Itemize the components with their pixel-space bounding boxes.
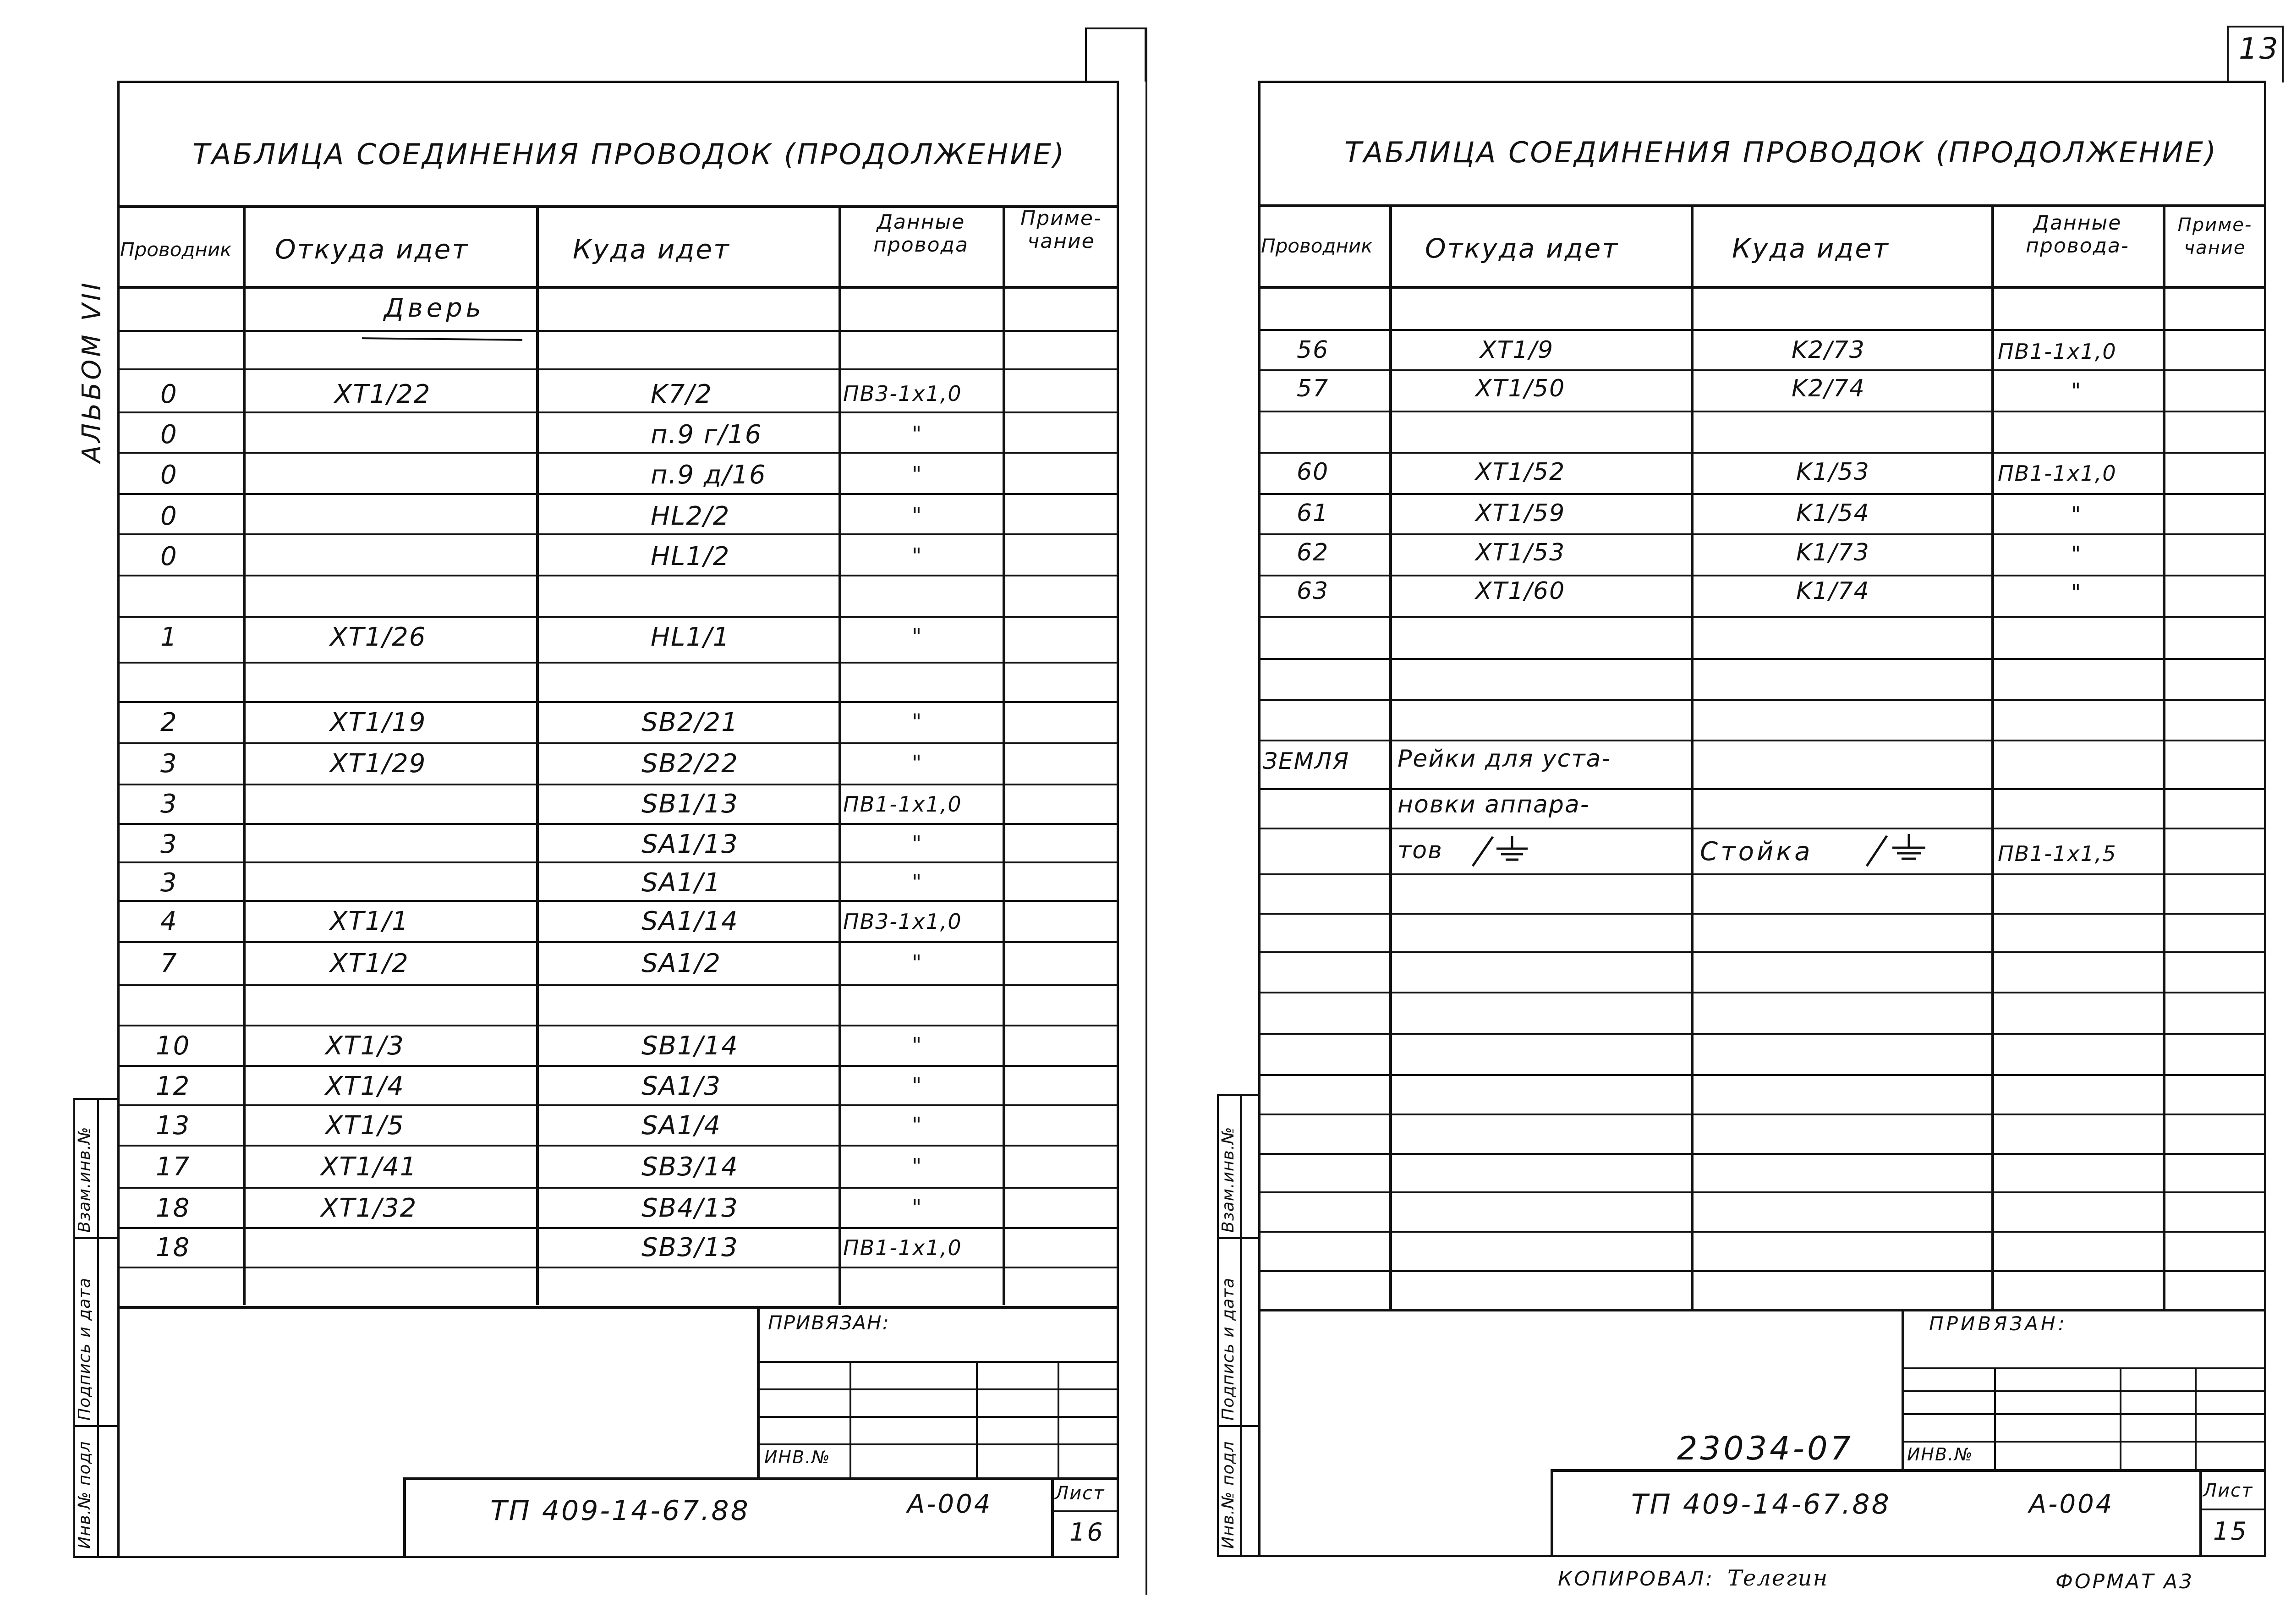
right-cell-from: XT1/53 — [1475, 539, 1566, 566]
right-table-bottom — [1258, 1309, 2266, 1311]
right-ground-to: Стойка — [1700, 837, 1813, 867]
left-cell-data: " — [912, 751, 923, 775]
right-row-line — [1258, 828, 2266, 829]
left-cell-wire: 0 — [160, 542, 178, 571]
left-col-line-4 — [1003, 205, 1005, 1305]
left-row-line — [117, 742, 1119, 744]
right-frame — [1258, 81, 2266, 1557]
right-header-from: Откуда идет — [1425, 233, 1619, 264]
left-cell-data: " — [912, 950, 923, 975]
album-label: АЛЬБОМ VII — [77, 280, 107, 463]
right-header-wire: Проводник — [1261, 235, 1373, 257]
right-row-line — [1258, 616, 2266, 618]
left-row-line — [117, 984, 1119, 986]
left-stamp-code: ТП 409-14-67.88 — [490, 1495, 750, 1527]
right-row-line — [1258, 1033, 2266, 1035]
right-cell-wire: 57 — [1297, 375, 1329, 402]
left-cell-to: SA1/13 — [641, 829, 739, 859]
left-cell-from: XT1/22 — [334, 379, 431, 409]
left-cell-data: ПВ3-1x1,0 — [843, 909, 962, 934]
left-row-line — [117, 330, 1119, 332]
left-stamp-main-top — [403, 1477, 1119, 1480]
left-cell-data: " — [912, 1113, 923, 1137]
right-stamp-sheet-line — [2199, 1509, 2266, 1510]
right-cell-data: ПВ1-1x1,0 — [1998, 461, 2117, 486]
left-cell-data: " — [912, 624, 923, 649]
right-stamp-bound: ПРИВЯЗАН: — [1929, 1312, 2067, 1335]
right-cell-from: XT1/9 — [1480, 336, 1554, 364]
left-cell-wire: 10 — [156, 1031, 191, 1061]
right-row-line — [1258, 1153, 2266, 1155]
left-cell-data: " — [912, 1033, 923, 1058]
left-cell-wire: 3 — [160, 829, 178, 859]
right-cell-wire: 63 — [1297, 577, 1329, 605]
right-ground-data: ПВ1-1x1,5 — [1998, 841, 2117, 866]
right-stamp-doc-no: 23034-07 — [1677, 1430, 1854, 1467]
right-cell-to: K1/74 — [1796, 577, 1870, 605]
right-row-line — [1258, 992, 2266, 993]
right-row-line — [1258, 411, 2266, 412]
ground-symbol-icon — [1471, 833, 1540, 868]
left-header-note: Приме- чание — [1020, 207, 1102, 253]
right-footer-copied-sign: Телегин — [1727, 1565, 1829, 1591]
left-stamp-vline — [757, 1306, 760, 1477]
left-cell-data: " — [912, 1195, 923, 1220]
right-margin-divider — [1217, 1425, 1258, 1427]
left-cell-from: XT1/5 — [325, 1111, 405, 1141]
left-cell-wire: 0 — [160, 460, 178, 490]
left-cell-from: XT1/29 — [330, 749, 427, 779]
right-cell-to: K2/73 — [1792, 336, 1865, 364]
right-stamp-col — [1994, 1367, 1996, 1469]
left-cell-data: " — [912, 503, 923, 528]
right-stamp-code: ТП 409-14-67.88 — [1631, 1488, 1891, 1520]
right-header-to: Куда идет — [1732, 233, 1890, 264]
right-row-line — [1258, 913, 2266, 915]
left-cell-from: XT1/3 — [325, 1031, 405, 1061]
right-row-line — [1258, 493, 2266, 495]
right-stamp-line — [1902, 1367, 2266, 1369]
left-cell-to: HL1/2 — [651, 542, 730, 571]
right-stamp-sheet-divider — [2199, 1469, 2202, 1557]
right-cell-data: " — [2071, 502, 2082, 527]
left-cell-from: XT1/2 — [330, 949, 409, 978]
right-margin-vzam: Взам.инв.№ — [1219, 1126, 1238, 1233]
left-row-line — [117, 575, 1119, 576]
left-margin-vzam: Взам.инв.№ — [75, 1126, 94, 1233]
left-row-line — [117, 1267, 1119, 1268]
left-row-line — [117, 823, 1119, 825]
left-margin-sign-date: Подпись и дата — [75, 1277, 94, 1421]
left-row-line — [117, 616, 1119, 618]
right-row-line — [1258, 1231, 2266, 1233]
left-cell-data: " — [912, 462, 923, 487]
left-stamp-main-left — [403, 1477, 406, 1558]
right-header-note: Приме- чание — [2177, 214, 2253, 258]
right-ground-wire: ЗЕМЛЯ — [1263, 748, 1350, 774]
right-row-line — [1258, 1270, 2266, 1272]
left-stamp-line — [757, 1361, 1119, 1363]
right-page — [1159, 0, 2291, 1624]
right-row-line — [1258, 452, 2266, 454]
right-margin-inv-podl: Инв.№ подл — [1219, 1441, 1238, 1549]
right-cell-from: XT1/59 — [1475, 499, 1566, 527]
right-row-line — [1258, 699, 2266, 701]
left-col-line-3 — [839, 205, 841, 1305]
right-table-title: ТАБЛИЦА СОЕДИНЕНИЯ ПРОВОДОК (ПРОДОЛЖЕНИЕ) — [1344, 136, 2218, 169]
left-corner-box — [1085, 27, 1146, 82]
left-cell-data: " — [912, 870, 923, 894]
left-cell-to: SB2/21 — [641, 708, 739, 737]
left-stamp-inv: ИНВ.№ — [764, 1447, 831, 1467]
right-page-number: 13 — [2239, 32, 2280, 66]
left-stamp-sheet-no: 16 — [1069, 1518, 1105, 1547]
left-cell-to: SB3/14 — [641, 1152, 739, 1182]
right-stamp-line — [1902, 1390, 2266, 1392]
left-cell-from: XT1/32 — [321, 1193, 417, 1223]
right-stamp-line — [1902, 1441, 2266, 1443]
right-cell-from: XT1/60 — [1475, 577, 1566, 605]
left-stamp-sheet-label: Лист — [1055, 1483, 1105, 1504]
right-cell-wire: 61 — [1297, 499, 1329, 527]
left-col-line-1 — [243, 205, 246, 1305]
left-cell-data: " — [912, 831, 923, 856]
left-row-line — [117, 368, 1119, 370]
left-stamp-sheet-code: А-004 — [907, 1489, 992, 1519]
right-stamp-line — [1902, 1413, 2266, 1415]
right-stamp-sheet-label: Лист — [2203, 1480, 2253, 1501]
left-header-to: Куда идет — [573, 234, 730, 265]
left-cell-wire: 17 — [156, 1152, 191, 1182]
left-header-top — [117, 205, 1119, 208]
right-stamp-sheet-code: А-004 — [2029, 1489, 2114, 1519]
left-row-line — [117, 1025, 1119, 1026]
right-row-line — [1258, 533, 2266, 535]
left-stamp-sheet-line — [1051, 1510, 1119, 1512]
left-cell-wire: 13 — [156, 1111, 191, 1141]
right-cell-to: K1/53 — [1796, 458, 1870, 486]
left-cell-to: SB1/14 — [641, 1031, 739, 1061]
left-stamp-line — [757, 1388, 1119, 1390]
left-cell-wire: 0 — [160, 420, 178, 450]
left-margin-divider — [73, 1237, 117, 1239]
left-margin-divider — [73, 1425, 117, 1427]
right-footer-copied: КОПИРОВАЛ: — [1558, 1567, 1715, 1591]
right-header-bottom — [1258, 286, 2266, 289]
left-row-line — [117, 533, 1119, 535]
left-header-from: Откуда идет — [275, 234, 469, 265]
left-row-line — [117, 452, 1119, 454]
left-header-data: Данные провода — [873, 210, 969, 257]
left-table-bottom — [117, 1306, 1119, 1309]
left-cell-to: HL1/1 — [651, 622, 730, 652]
right-cell-data: " — [2071, 542, 2082, 566]
left-cell-wire: 1 — [160, 622, 178, 652]
left-cell-data: " — [912, 709, 923, 734]
right-row-line — [1258, 740, 2266, 741]
left-cell-to: SA1/14 — [641, 906, 739, 936]
left-row-line — [117, 861, 1119, 863]
left-cell-wire: 12 — [156, 1071, 191, 1101]
right-margin-inner — [1240, 1094, 1242, 1557]
right-stamp-vline — [1902, 1309, 1904, 1469]
ground-symbol-icon — [1865, 831, 1938, 868]
left-margin-inv-podl: Инв.№ подл — [75, 1441, 94, 1549]
right-ground-from-3: тов — [1398, 837, 1443, 864]
left-header-wire: Проводник — [120, 238, 232, 261]
left-cell-wire: 18 — [156, 1193, 191, 1223]
left-row-line — [117, 784, 1119, 785]
left-row-line — [117, 411, 1119, 413]
right-row-line — [1258, 788, 2266, 790]
left-cell-to: SA1/1 — [641, 868, 721, 898]
left-cell-to: SA1/2 — [641, 949, 721, 978]
right-cell-to: K2/74 — [1792, 375, 1865, 402]
left-cell-to: SB4/13 — [641, 1193, 739, 1223]
left-stamp-bound: ПРИВЯЗАН: — [768, 1311, 890, 1334]
right-cell-data: ПВ1-1x1,0 — [1998, 339, 2117, 364]
right-row-line — [1258, 1074, 2266, 1076]
right-row-line — [1258, 951, 2266, 953]
left-cell-wire: 7 — [160, 949, 178, 978]
right-row-line — [1258, 658, 2266, 660]
left-row-line — [117, 493, 1119, 495]
left-margin-inner — [97, 1098, 99, 1558]
right-cell-from: XT1/50 — [1475, 375, 1566, 402]
right-row-line — [1258, 1191, 2266, 1193]
right-margin-sign-date: Подпись и дата — [1219, 1277, 1238, 1421]
left-cell-from: XT1/26 — [330, 622, 427, 652]
right-ground-from-1: Рейки для уста- — [1398, 745, 1611, 773]
left-cell-data: ПВ1-1x1,0 — [843, 1235, 962, 1260]
left-stamp-col — [976, 1361, 978, 1477]
left-row-line — [117, 1104, 1119, 1106]
left-cell-wire: 3 — [160, 789, 178, 819]
right-cell-from: XT1/52 — [1475, 458, 1566, 486]
left-cell-wire: 3 — [160, 868, 178, 898]
right-footer-format: ФОРМАТ А3 — [2055, 1570, 2194, 1593]
right-row-line — [1258, 873, 2266, 875]
right-margin-divider — [1217, 1237, 1258, 1239]
left-cell-from: XT1/19 — [330, 708, 427, 737]
left-stamp-line — [757, 1443, 1119, 1445]
right-row-line — [1258, 575, 2266, 576]
left-frame — [117, 81, 1119, 1558]
left-cell-to: SA1/3 — [641, 1071, 721, 1101]
left-row-line — [117, 662, 1119, 664]
left-cell-to: SB3/13 — [641, 1233, 739, 1262]
left-header-bottom — [117, 286, 1119, 289]
right-cell-to: K1/54 — [1796, 499, 1870, 527]
left-binding-edge — [1146, 27, 1147, 1595]
right-stamp-col — [2120, 1367, 2121, 1469]
right-cell-wire: 56 — [1297, 336, 1329, 364]
left-row-line — [117, 900, 1119, 902]
left-cell-data: " — [912, 422, 923, 446]
right-row-line — [1258, 1114, 2266, 1115]
left-row-line — [117, 941, 1119, 943]
left-row-line — [117, 1065, 1119, 1067]
left-cell-data: ПВ1-1x1,0 — [843, 792, 962, 817]
left-cell-from: XT1/41 — [321, 1152, 417, 1182]
left-cell-data: " — [912, 1073, 923, 1098]
left-row-line — [117, 1187, 1119, 1189]
right-header-data: Данные провода- — [2026, 211, 2129, 258]
right-row-line — [1258, 369, 2266, 371]
right-header-top — [1258, 204, 2266, 207]
right-stamp-sheet-no: 15 — [2213, 1517, 2248, 1546]
left-cell-to: SB1/13 — [641, 789, 739, 819]
left-stamp-col — [1058, 1361, 1059, 1477]
left-col-line-2 — [536, 205, 539, 1305]
left-stamp-col — [850, 1361, 851, 1477]
left-cell-to: K7/2 — [651, 379, 713, 409]
left-cell-to: HL2/2 — [651, 501, 730, 531]
left-table-title: ТАБЛИЦА СОЕДИНЕНИЯ ПРОВОДОК (ПРОДОЛЖЕНИЕ) — [192, 137, 1066, 171]
left-row-line — [117, 1227, 1119, 1229]
right-cell-data: " — [2071, 379, 2082, 403]
right-stamp-inv: ИНВ.№ — [1907, 1444, 1973, 1465]
left-cell-to: п.9 г/16 — [651, 420, 762, 450]
left-cell-to: SB2/22 — [641, 749, 739, 779]
left-cell-wire: 2 — [160, 708, 178, 737]
right-stamp-main-top — [1551, 1469, 2266, 1472]
left-row-line — [117, 1145, 1119, 1147]
right-stamp-main-left — [1551, 1469, 1553, 1557]
right-row-line — [1258, 329, 2266, 331]
left-cell-wire: 0 — [160, 501, 178, 531]
left-row-line — [117, 701, 1119, 703]
left-stamp-sheet-divider — [1051, 1477, 1054, 1558]
left-cell-wire: 18 — [156, 1233, 191, 1262]
left-cell-data: " — [912, 543, 923, 568]
left-section-door: Дверь — [384, 293, 485, 323]
right-cell-to: K1/73 — [1796, 539, 1870, 566]
right-cell-wire: 62 — [1297, 539, 1329, 566]
left-cell-wire: 3 — [160, 749, 178, 779]
left-cell-to: п.9 д/16 — [651, 460, 767, 490]
right-cell-data: " — [2071, 580, 2082, 605]
left-cell-to: SA1/4 — [641, 1111, 721, 1141]
left-stamp-line — [757, 1416, 1119, 1418]
left-cell-wire: 0 — [160, 379, 178, 409]
right-ground-from-2: новки аппара- — [1398, 791, 1590, 818]
left-cell-data: ПВ3-1x1,0 — [843, 381, 962, 406]
right-stamp-col — [2195, 1367, 2197, 1469]
left-cell-from: XT1/4 — [325, 1071, 405, 1101]
left-cell-from: XT1/1 — [330, 906, 409, 936]
left-cell-data: " — [912, 1154, 923, 1179]
left-cell-wire: 4 — [160, 906, 178, 936]
right-cell-wire: 60 — [1297, 458, 1329, 486]
